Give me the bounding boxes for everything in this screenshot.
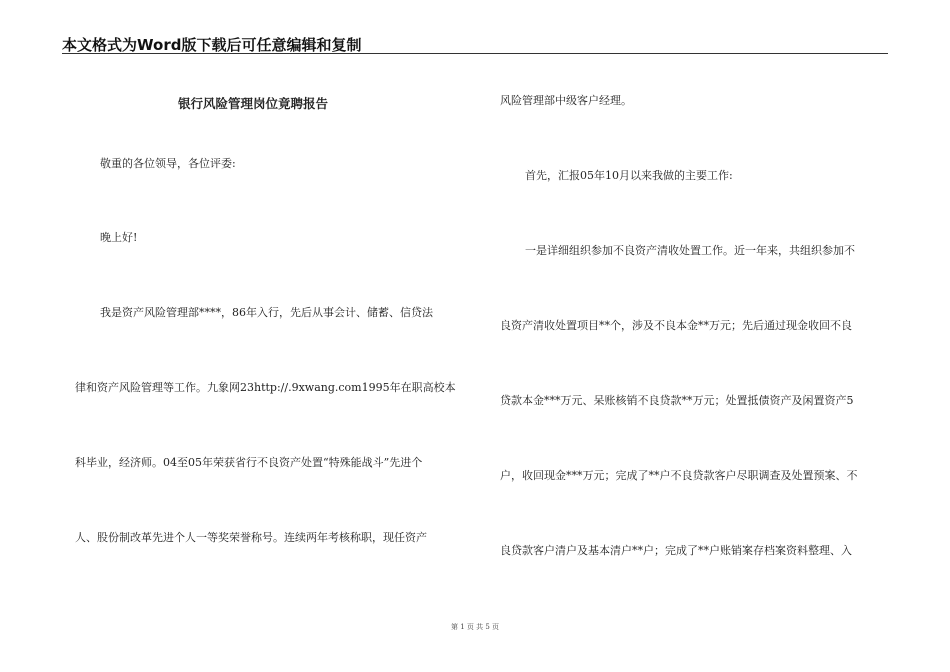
paragraph-line: 我是资产风险管理部****，86年入行，先后从事会计、储蓄、信贷法	[100, 306, 433, 319]
paragraph-line: 首先，汇报05年10月以来我做的主要工作:	[525, 169, 733, 182]
paragraph-line: 一是详细组织参加不良资产清收处置工作。近一年来，共组织参加不	[525, 244, 855, 257]
document-title: 银行风险管理岗位竟聘报告	[178, 96, 329, 111]
paragraph-line: 敬重的各位领导，各位评委:	[100, 157, 236, 170]
paragraph-line: 人、股份制改革先进个人一等奖荣誉称号。连续两年考核称职，现任资产	[75, 531, 427, 544]
paragraph-line: 户，收回现金***万元；完成了**户不良贷款客户尽职调查及处置预案、不	[500, 469, 858, 482]
page-footer: 第 1 页 共 5 页	[450, 623, 500, 631]
paragraph-line: 贷款本金***万元、呆账核销不良贷款**万元；处置抵债资产及闲置资产5	[500, 394, 854, 407]
paragraph-line: 科毕业，经济师。04至05年荣获省行不良资产处置“特殊能战斗”先进个	[75, 456, 423, 469]
banner-divider	[62, 53, 888, 54]
paragraph-line: 良资产清收处置项目**个，涉及不良本金**万元；先后通过现金收回不良	[500, 319, 852, 332]
paragraph-line: 晚上好!	[100, 231, 138, 244]
paragraph-line: 律和资产风险管理等工作。九象网23http://.9xwang.com1995年在职高校本	[75, 381, 456, 394]
banner-text: 本文格式为Word版下载后可任意编辑和复制	[62, 36, 362, 54]
paragraph-line: 风险管理部中级客户经理。	[500, 94, 632, 107]
paragraph-line: 良贷款客户清户及基本清户**户；完成了**户账销案存档案资料整理、入	[500, 544, 852, 557]
